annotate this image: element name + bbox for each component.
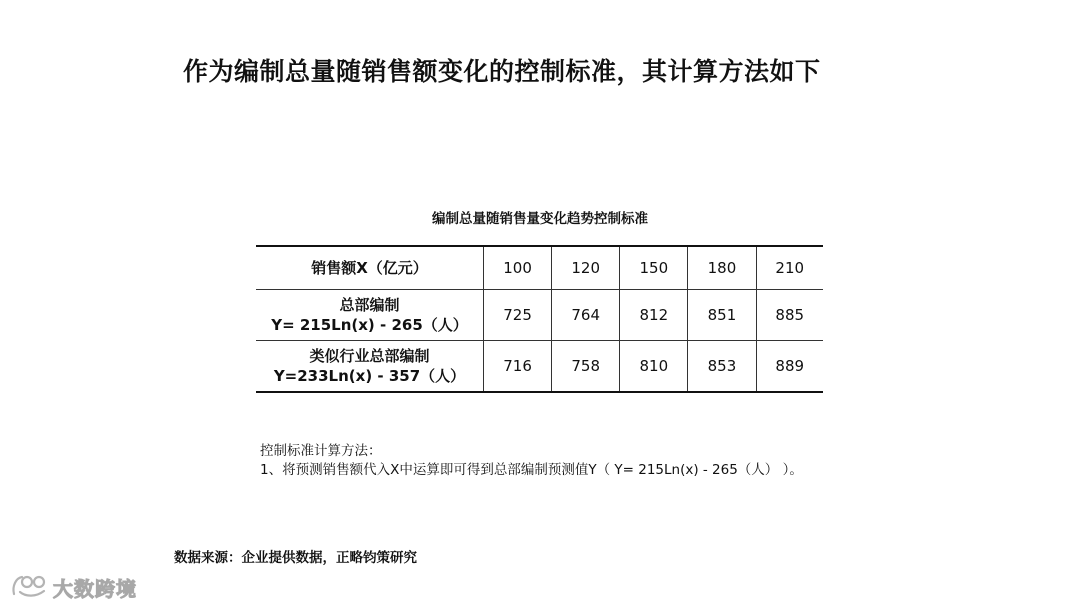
table-cell: 764 bbox=[552, 290, 620, 341]
row-label-line: 类似行业总部编制 bbox=[309, 347, 430, 365]
table-cell: 851 bbox=[688, 290, 756, 341]
table-row-industry-staffing bbox=[256, 341, 823, 393]
table-cell: 810 bbox=[620, 341, 688, 393]
row-label-formula: Y= 215Ln(x) - 265（人） bbox=[271, 316, 468, 334]
row-label-line: 销售额X（亿元） bbox=[311, 259, 428, 277]
table-row-sales bbox=[256, 246, 823, 290]
logo-icon bbox=[10, 572, 50, 602]
table-cell: 120 bbox=[552, 246, 620, 290]
data-table bbox=[256, 245, 823, 393]
row-label bbox=[256, 290, 484, 341]
table-cell: 100 bbox=[484, 246, 552, 290]
calculation-notes bbox=[260, 442, 803, 480]
table-title: 编制总量随销售量变化趋势控制标准 bbox=[432, 211, 648, 227]
table-cell: 180 bbox=[688, 246, 756, 290]
table-cell: 889 bbox=[756, 341, 823, 393]
table-cell: 210 bbox=[756, 246, 823, 290]
row-label bbox=[256, 341, 484, 393]
watermark-text: 大数跨境 bbox=[53, 576, 137, 601]
watermark bbox=[10, 572, 137, 602]
table-cell: 812 bbox=[620, 290, 688, 341]
page-title: 作为编制总量随销售额变化的控制标准，其计算方法如下 bbox=[183, 57, 821, 86]
table-cell: 758 bbox=[552, 341, 620, 393]
table-cell: 716 bbox=[484, 341, 552, 393]
table-cell: 885 bbox=[756, 290, 823, 341]
notes-line: 1、将预测销售额代入X中运算即可得到总部编制预测值Y（ Y= 215Ln(x) - 265（人） ）。 bbox=[260, 462, 803, 478]
table-cell: 150 bbox=[620, 246, 688, 290]
table-cell: 725 bbox=[484, 290, 552, 341]
table-row-hq-staffing bbox=[256, 290, 823, 341]
notes-heading: 控制标准计算方法： bbox=[260, 443, 382, 459]
table-cell: 853 bbox=[688, 341, 756, 393]
row-label bbox=[256, 246, 484, 290]
row-label-formula: Y=233Ln(x) - 357（人） bbox=[273, 367, 466, 385]
data-source: 数据来源：企业提供数据，正略钧策研究 bbox=[174, 550, 417, 566]
row-label-line: 总部编制 bbox=[339, 296, 400, 314]
